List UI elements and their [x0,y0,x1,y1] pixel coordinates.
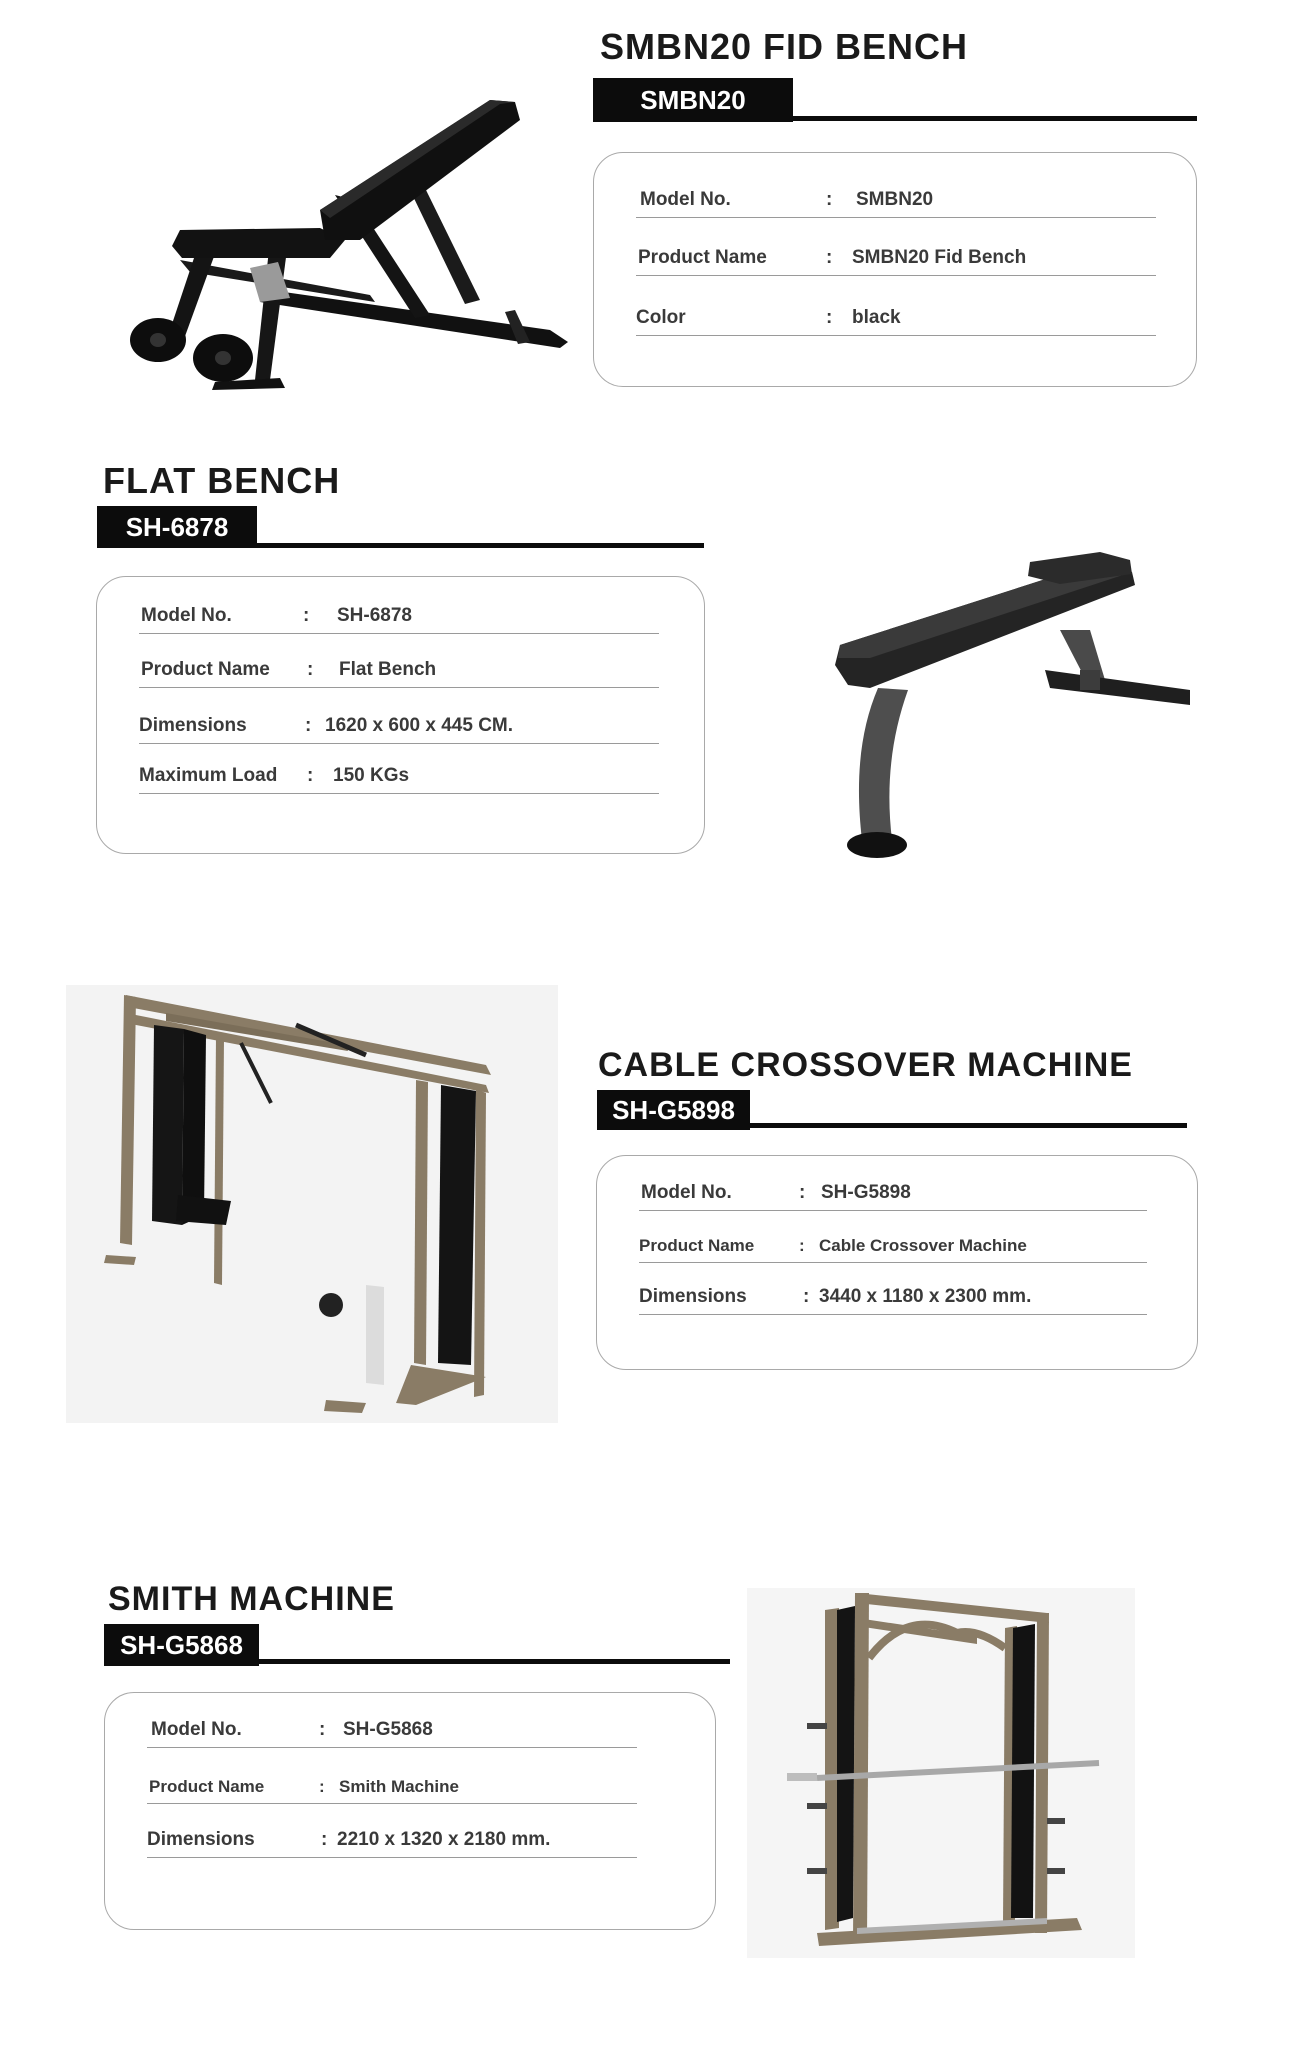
spec-separator: : [307,765,314,786]
spec-value: 2210 x 1320 x 2180 mm. [337,1829,551,1850]
spec-row-model [636,183,1156,218]
spec-value: SH-G5868 [343,1719,433,1740]
spec-label: Model No. [641,1182,732,1203]
spec-separator: : [799,1236,805,1255]
spec-card [596,1155,1198,1370]
spec-label: Dimensions [147,1829,255,1850]
spec-separator: : [826,247,833,268]
spec-separator: : [799,1182,806,1203]
product-image-smith-machine [747,1588,1135,1958]
title-underline [793,116,1197,121]
model-code-tag: SH-G5868 [104,1624,259,1666]
spec-separator: : [307,659,314,680]
spec-separator: : [305,715,312,736]
spec-row-color [636,301,1156,336]
spec-label: Product Name [639,1236,755,1255]
spec-label: Dimensions [139,715,247,736]
title-underline [259,1659,730,1664]
model-code-tag: SH-G5898 [597,1090,750,1130]
spec-card [96,576,705,854]
spec-row-product-name [147,1769,637,1804]
product-image-adjustable-bench [120,90,590,400]
spec-value: Smith Machine [339,1777,459,1796]
spec-value: SMBN20 Fid Bench [852,247,1027,268]
spec-separator: : [319,1719,326,1740]
adjustable-bench-icon [120,90,590,400]
product-title: SMITH MACHINE [108,1580,395,1618]
spec-separator: : [826,307,833,328]
spec-label: Model No. [151,1719,242,1740]
spec-row-dimensions [639,1280,1147,1315]
title-underline [257,543,704,548]
product-image-flat-bench [760,540,1210,890]
spec-label: Product Name [149,1777,265,1796]
spec-label: Product Name [141,659,270,680]
spec-label: Color [636,307,686,328]
spec-value: Cable Crossover Machine [819,1236,1027,1255]
spec-row-product-name [636,241,1156,276]
flat-bench-icon [760,540,1210,890]
spec-label: Maximum Load [139,765,278,786]
title-underline [750,1123,1187,1128]
product-title: FLAT BENCH [103,460,341,501]
spec-row-product-name [139,653,659,688]
spec-value: SH-6878 [337,605,412,626]
spec-value: Flat Bench [339,659,437,680]
spec-row-product-name [639,1228,1147,1263]
spec-card [593,152,1197,387]
spec-label: Dimensions [639,1286,747,1307]
spec-row-model [139,599,659,634]
model-code-tag: SH-6878 [97,506,257,548]
spec-value: black [852,307,901,328]
spec-separator: : [303,605,310,626]
spec-label: Product Name [638,247,767,268]
product-image-cable-crossover [66,985,558,1423]
spec-row-dimensions [147,1823,637,1858]
model-code-tag: SMBN20 [593,78,793,122]
smith-machine-icon [747,1588,1135,1958]
spec-row-model [147,1713,637,1748]
spec-separator: : [803,1286,810,1307]
spec-value: 3440 x 1180 x 2300 mm. [819,1286,1032,1307]
spec-value: 1620 x 600 x 445 CM. [325,715,514,736]
cable-crossover-icon [66,985,558,1423]
spec-label: Model No. [141,605,232,626]
product-title: SMBN20 FID BENCH [600,26,969,67]
spec-label: Model No. [640,189,731,210]
spec-row-dimensions [139,709,659,744]
product-title: CABLE CROSSOVER MACHINE [598,1046,1133,1084]
spec-value: SH-G5898 [821,1182,911,1203]
spec-row-model [639,1176,1147,1211]
spec-separator: : [826,189,833,210]
spec-separator: : [321,1829,328,1850]
spec-value: SMBN20 [856,189,934,210]
spec-value: 150 KGs [333,765,410,786]
spec-row-maximum-load [139,759,659,794]
spec-separator: : [319,1777,325,1796]
spec-card [104,1692,716,1930]
